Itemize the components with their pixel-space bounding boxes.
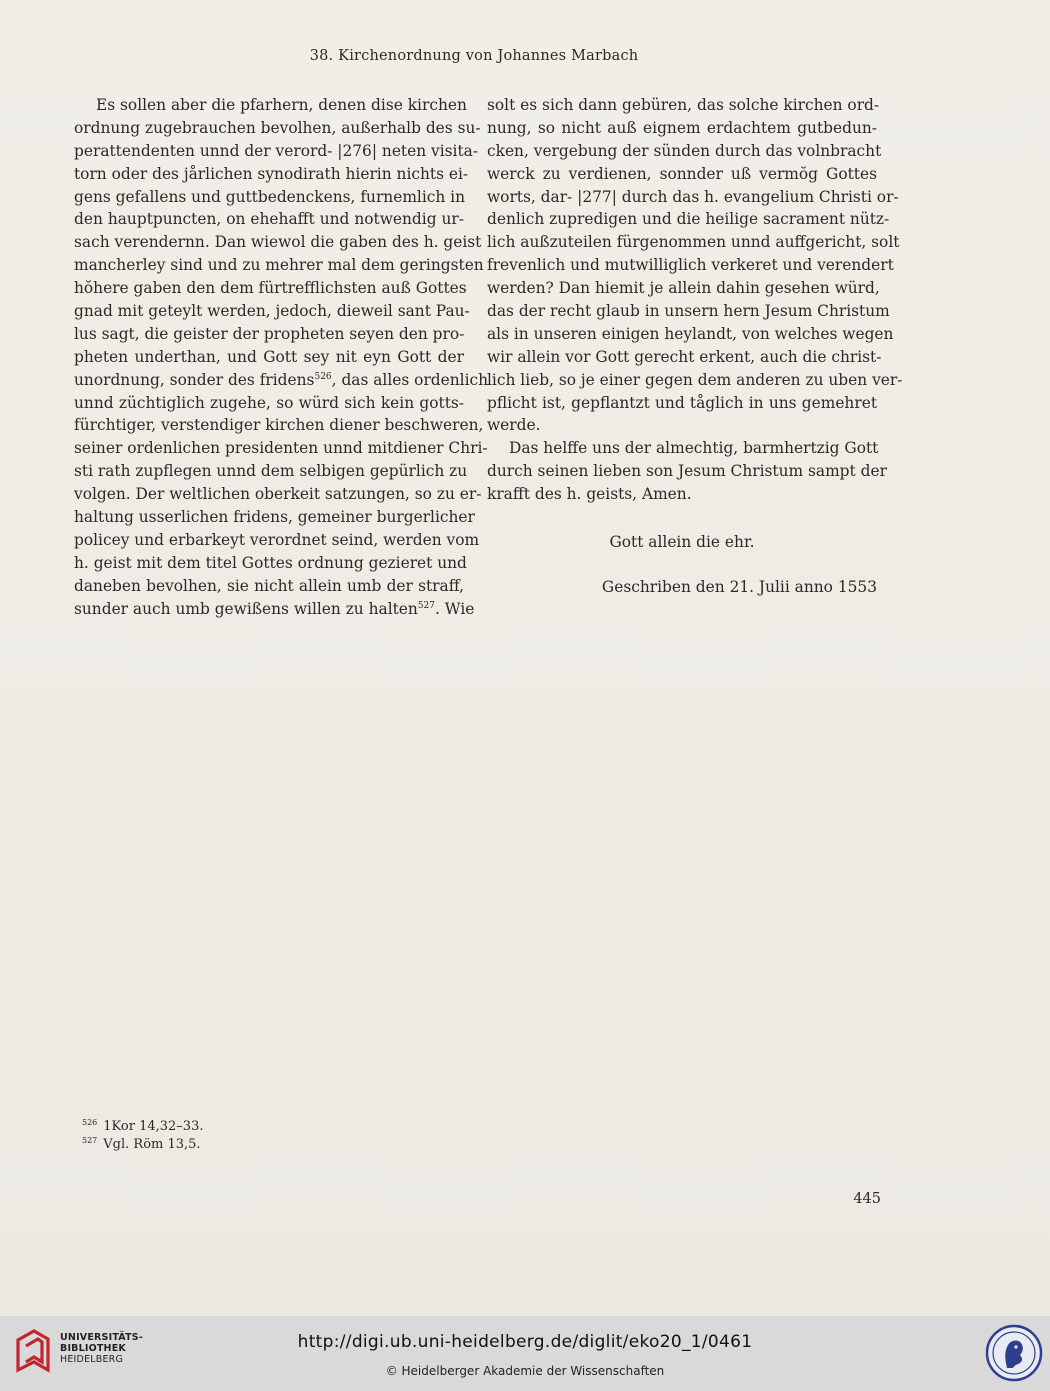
text-line: fürchtiger, verstendiger kirchen diener beschweren,: [74, 416, 484, 435]
right-column: [487, 94, 903, 506]
text-line: Das helffe uns der almechtig, barmhertzig Gott: [509, 439, 879, 458]
footnote-number: 526: [82, 1118, 98, 1127]
text-line: den hauptpuncten, on ehehafft und notwendig ur-: [74, 210, 464, 229]
text-line: policey und erbarkeyt verordnet seind, werden vom: [74, 530, 480, 549]
line-text: . Wie: [435, 599, 475, 618]
text-line: [74, 369, 489, 392]
footnote-text: Vgl. Röm 13,5.: [103, 1137, 201, 1152]
text-line: seiner ordenlichen presidenten unnd mitdiener Chri-: [74, 439, 488, 458]
text-line: sti rath zupflegen unnd dem selbigen gepürlich zu: [74, 462, 468, 481]
line-text: , das alles ordenlich: [331, 370, 489, 389]
footer-bar: [0, 1316, 1050, 1391]
text-line: werde.: [487, 416, 541, 435]
text-line: torn oder des jårlichen synodirath hierin nichts ei-: [74, 164, 469, 183]
text-line: hŏhere gaben den dem fürtrefflichsten auß Gottes: [74, 279, 467, 298]
text-line: pflicht ist, gepflantzt und tåglich in uns gemehret: [487, 393, 877, 412]
text-line: wir allein vor Gott gerecht erkent, auch die christ-: [487, 347, 882, 366]
line-text: unordnung, sonder des fridens: [74, 370, 315, 389]
text-line: als in unseren einigen heylandt, von welches wegen: [487, 324, 894, 343]
text-line: durch seinen lieben son Jesum Christum sampt der: [487, 462, 887, 481]
running-head: 38. Kirchenordnung von Johannes Marbach: [309, 48, 639, 64]
footnote-ref[interactable]: 526: [314, 371, 332, 382]
text-line: gnad mit geteylt werden, jedoch, dieweil sant Pau-: [74, 302, 470, 321]
text-line: perattendenten unnd der verord- |276| neten visita-: [74, 141, 479, 160]
footnote-text: 1Kor 14,32–33.: [103, 1119, 204, 1134]
library-name-line: UNIVERSITÄTS-: [60, 1332, 143, 1343]
library-name-line: HEIDELBERG: [60, 1354, 124, 1365]
page-number: 445: [853, 1191, 881, 1207]
text-line: worts, dar- |277| durch das h. evangelium Christi or-: [487, 187, 899, 206]
text-line: [74, 598, 475, 621]
text-line: unnd züchtiglich zugehe, so würd sich kein gotts-: [74, 393, 464, 412]
text-line: haltung usserlichen fridens, gemeiner burgerlicher: [74, 508, 475, 527]
text-line: daneben bevolhen, sie nicht allein umb der straff,: [74, 576, 464, 595]
text-line: mancherley sind und zu mehrer mal dem geringsten: [74, 256, 484, 275]
text-line: lus sagt, die geister der propheten seyen den pro-: [74, 324, 465, 343]
text-line: h. geist mit dem titel Gottes ordnung gezieret und: [74, 553, 467, 572]
closing-motto: Gott allein die ehr.: [609, 533, 755, 551]
text-line: Es sollen aber die pfarhern, denen dise kirchen: [96, 96, 467, 114]
text-line: lich lieb, so je einer gegen dem anderen zu uben ver-: [487, 370, 903, 389]
footnote-number: 527: [82, 1136, 98, 1145]
text-line: pheten underthan, und Gott sey nit eyn Gott der: [74, 347, 464, 366]
text-line: werck zu verdienen, sonnder uß vermŏg Gottes: [487, 164, 877, 183]
text-line: solt es sich dann gebüren, das solche kirchen ord-: [487, 96, 880, 114]
left-column: [74, 94, 489, 620]
footnote-ref[interactable]: 527: [417, 600, 436, 611]
text-line: lich außzuteilen fürgenommen unnd auffgericht, solt: [487, 233, 900, 252]
text-line: gens gefallens und guttbedenckens, furnemlich in: [74, 187, 466, 206]
text-line: das der recht glaub in unsern hern Jesum Christum: [487, 302, 890, 321]
text-line: krafft des h. geists, Amen.: [487, 485, 692, 504]
text-line: ordnung zugebrauchen bevolhen, außerhalb des su-: [74, 118, 481, 137]
permalink-url[interactable]: http://digi.ub.uni-heidelberg.de/diglit/eko20_1/0461: [297, 1332, 753, 1352]
text-line: denlich zupredigen und die heilige sacrament nütz-: [487, 210, 890, 229]
footnote-527: [82, 1136, 203, 1154]
text-line: volgen. Der weltlichen oberkeit satzungen, so zu er-: [74, 485, 482, 504]
copyright-notice: © Heidelberger Akademie der Wissenschaften: [385, 1364, 665, 1378]
text-line: cken, vergebung der sünden durch das volnbracht: [487, 141, 882, 160]
footnotes: [82, 1118, 203, 1154]
text-line: nung, so nicht auß eignem erdachtem gutbedun-: [487, 118, 877, 137]
text-line: sach verendernn. Dan wiewol die gaben des h. geist: [74, 233, 482, 252]
closing-date: Geschriben den 21. Julii anno 1553: [601, 578, 877, 596]
text-line: frevenlich und mutwilliglich verkeret und verendert: [487, 256, 894, 275]
text-line: werden? Dan hiemit je allein dahin gesehen würd,: [487, 279, 880, 298]
library-name-line: BIBLIOTHEK: [60, 1343, 126, 1354]
line-text: sunder auch umb gewißens willen zu halten: [74, 599, 418, 618]
academy-seal-icon: [985, 1324, 1043, 1382]
footnote-526: [82, 1118, 203, 1136]
